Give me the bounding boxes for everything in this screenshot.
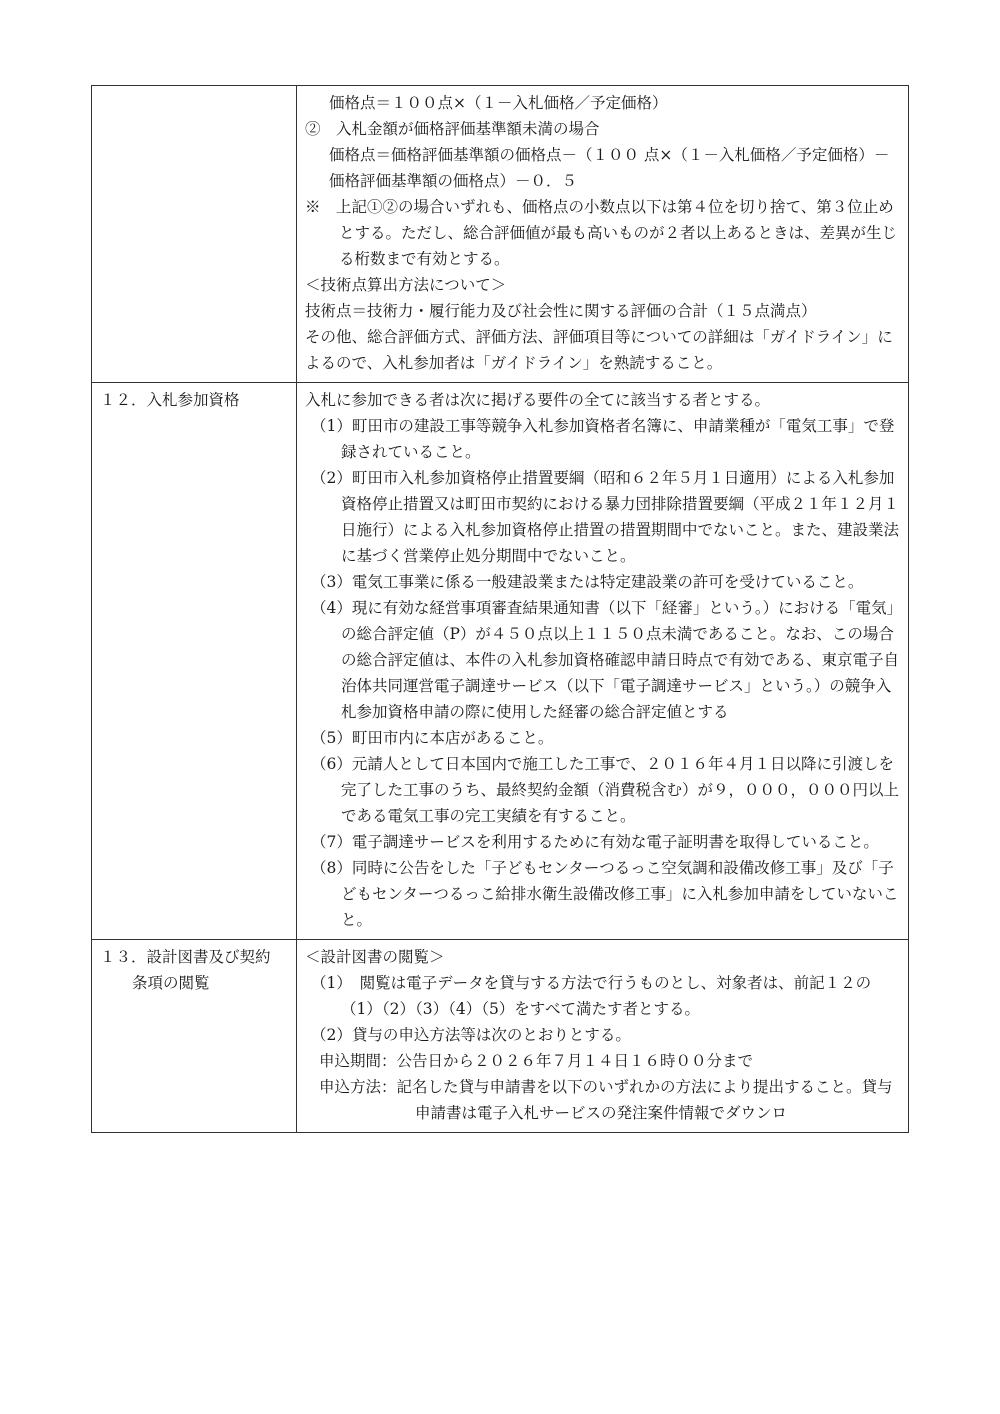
application-method: 申込方法：記名した貸与申請書を以下のいずれかの方法により提出すること。貸与申請書は電子入札サービスの発注案件情報でダウンロ (319, 1078, 893, 1122)
row-label-cell (92, 940, 297, 1133)
table-row (92, 940, 909, 1133)
inspection-item-1: （1） 閲覧は電子データを貸与する方法で行うものとし、対象者は、前記１２の（1）（2）（3）（4）（5）をすべて満たす者とする。 (311, 974, 872, 1018)
table-row (92, 383, 909, 940)
eligibility-item-8: （8）同時に公告をした「子どもセンターつるっこ空気調和設備改修工事」及び「子どもセンターつるっこ給排水衛生設備改修工事」に入札参加申請をしていないこと。 (311, 859, 899, 929)
table-row (92, 86, 909, 383)
eligibility-item-7: （7）電子調達サービスを利用するために有効な電子証明書を取得していること。 (311, 833, 879, 851)
row-label-cell (92, 383, 297, 940)
row-label: １３．設計図書及び契約 (100, 948, 271, 966)
eligibility-item-3: （3）電気工事業に係る一般建設業または特定建設業の許可を受けていること。 (311, 573, 864, 591)
price-formula-2: 価格点＝価格評価基準額の価格点－（１００ 点×（１－入札価格／予定価格）－価格評価基準額の価格点）－０．５ (329, 146, 890, 190)
row-content-cell (297, 383, 909, 940)
specification-table (91, 85, 909, 1133)
row-content-cell (297, 86, 909, 383)
eligibility-item-1: （1）町田市の建設工事等競争入札参加資格者名簿に、申請業種が「電気工事」で登録されていること。 (311, 417, 895, 461)
row-label: １２．入札参加資格 (100, 391, 240, 409)
rounding-note: ※ 上記①②の場合いずれも、価格点の小数点以下は第４位を切り捨て、第３位止めとする。ただし、総合評価値が最も高いものが２者以上あるときは、差異が生じる桁数まで有効とする。 (305, 198, 898, 268)
guideline-note: その他、総合評価方式、評価方法、評価項目等についての詳細は「ガイドライン」によるので、入札参加者は「ガイドライン」を熟読すること。 (305, 328, 893, 372)
row-content-cell (297, 940, 909, 1133)
inspection-item-2: （2）貸与の申込方法等は次のとおりとする。 (311, 1026, 631, 1044)
eligibility-item-6: （6）元請人として日本国内で施工した工事で、２０１６年４月１日以降に引渡しを完了した工事のうち、最終契約金額（消費税含む）が９，０００，０００円以上である電気工事の完工実績を有すること。 (311, 755, 900, 825)
tech-score-heading: ＜技術点算出方法について＞ (305, 276, 507, 294)
case-2-heading: ② 入札金額が価格評価基準額未満の場合 (305, 120, 600, 138)
eligibility-item-4: （4）現に有効な経営事項審査結果通知書（以下「経審」という。）における「電気」の総合評定値（P）が４５０点以上１１５０点未満であること。なお、この場合の総合評定値は、本件の入札参加資格確認申請日時点で有効である、東京電子自治体共同運営電子調達サービス（以下「電子調達サービス」という。）の競争入札参加資格申請の際に使用した経審の総合評定値とする (311, 599, 900, 721)
row-label-continued: 条項の閲覧 (132, 974, 210, 992)
eligibility-item-2: （2）町田市入札参加資格停止措置要綱（昭和６２年５月１日適用）による入札参加資格停止措置又は町田市契約における暴力団排除措置要綱（平成２１年１２月１日施行）による入札参加資格停止措置の措置期間中でないこと。また、建設業法に基づく営業停止処分期間中でないこと。 (311, 469, 900, 565)
inspection-heading: ＜設計図書の閲覧＞ (305, 948, 445, 966)
tech-score-formula: 技術点＝技術力・履行能力及び社会性に関する評価の合計（１５点満点） (305, 302, 817, 320)
eligibility-intro: 入札に参加できる者は次に掲げる要件の全てに該当する者とする。 (305, 391, 771, 409)
row-label-cell (92, 86, 297, 383)
price-formula-1: 価格点＝１００点×（１－入札価格／予定価格） (329, 94, 668, 112)
eligibility-item-5: （5）町田市内に本店があること。 (311, 729, 554, 747)
application-period: 申込期間：公告日から２０２６年７月１４日１６時００分まで (319, 1052, 754, 1070)
